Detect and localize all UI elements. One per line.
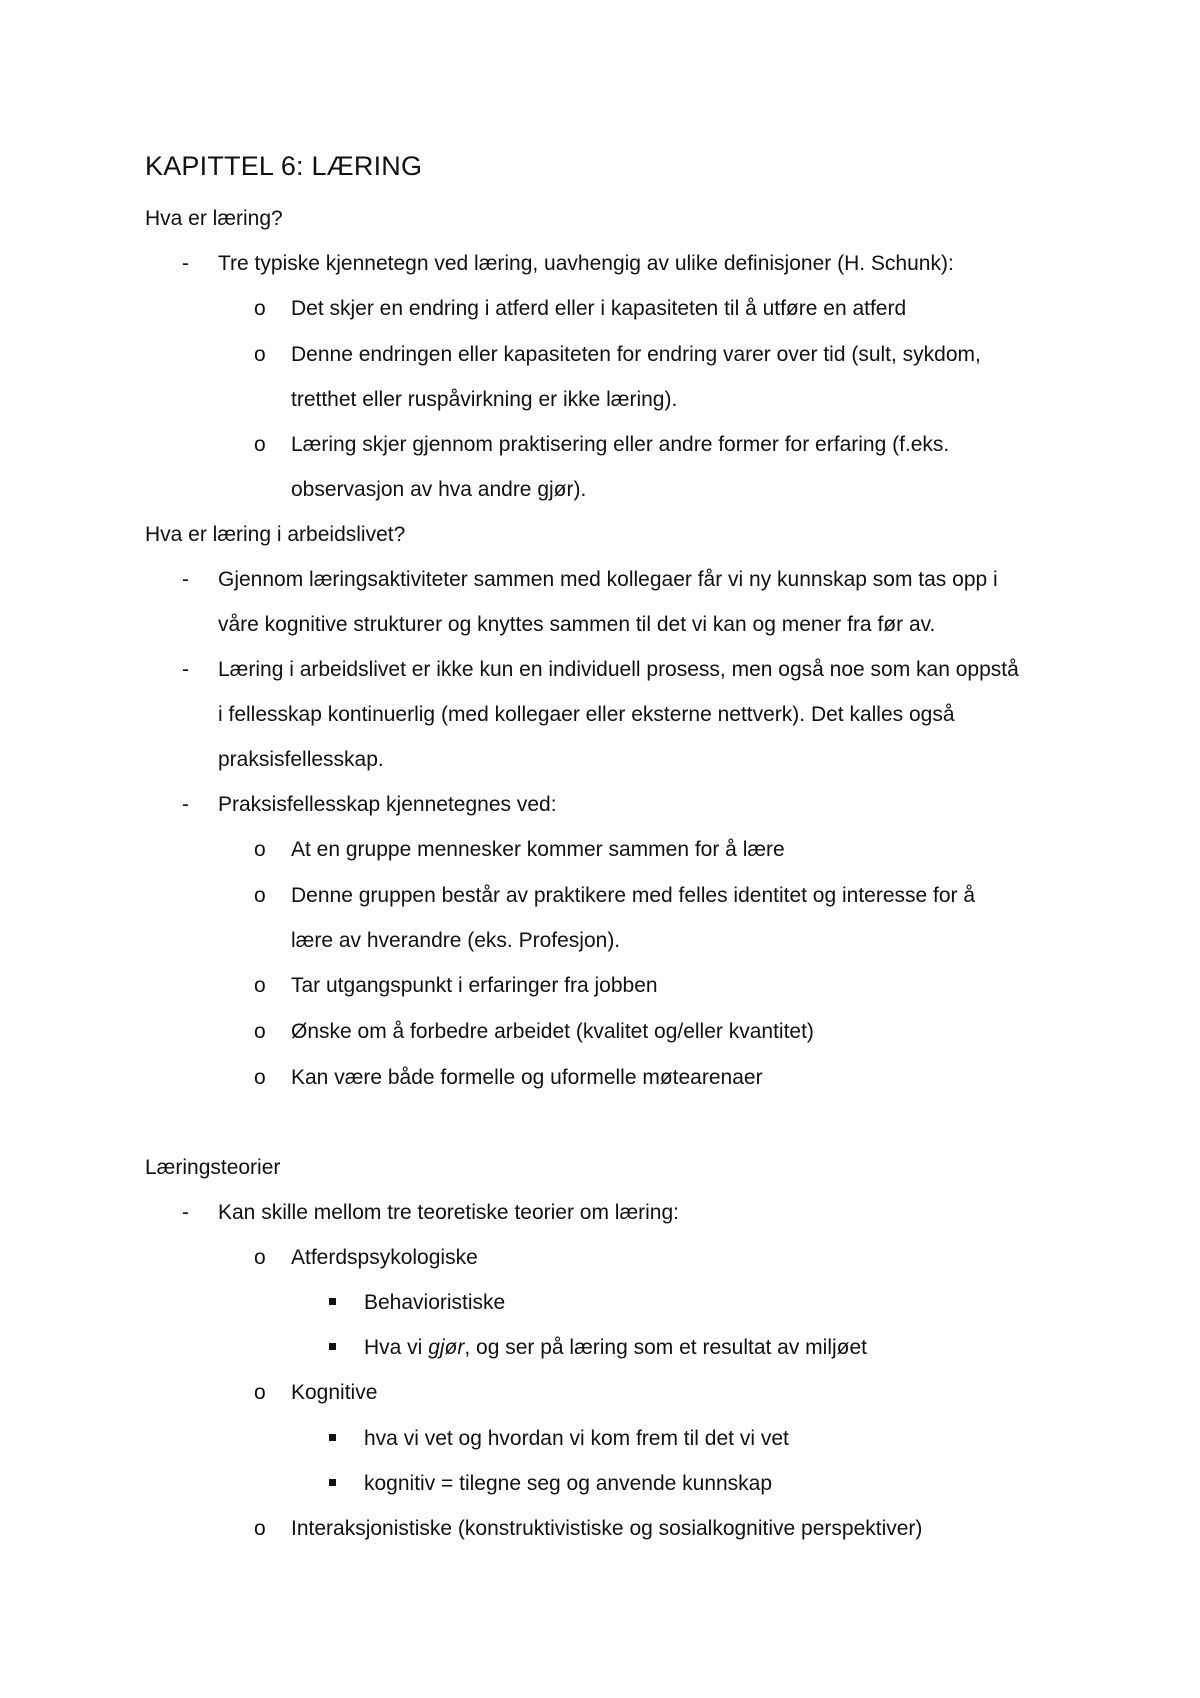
square-bullet-marker <box>329 1298 336 1305</box>
list-item: kognitiv = tilegne seg og anvende kunnskap <box>364 1472 773 1495</box>
section-heading-laeringsteorier: Læringsteorier <box>145 1156 281 1179</box>
text-run: , og ser på læring som et resultat av miljøet <box>464 1336 868 1359</box>
list-item: Praksisfellesskap kjennetegnes ved: <box>218 793 557 816</box>
list-item-continuation: våre kognitive strukturer og knyttes sammen til det vi kan og mener fra før av. <box>218 613 936 636</box>
list-item-continuation: lære av hverandre (eks. Profesjon). <box>291 929 621 952</box>
list-item: Kognitive <box>291 1381 378 1404</box>
circle-bullet-marker: o <box>254 1517 266 1540</box>
list-item: Tar utgangspunkt i erfaringer fra jobben <box>291 974 658 997</box>
square-bullet-marker <box>329 1343 336 1350</box>
list-item: hva vi vet og hvordan vi kom frem til det vi vet <box>364 1427 789 1450</box>
dash-bullet-marker: - <box>182 252 189 275</box>
list-item-continuation: praksisfellesskap. <box>218 748 384 771</box>
section-heading-arbeidslivet: Hva er læring i arbeidslivet? <box>145 523 406 546</box>
list-item: Ønske om å forbedre arbeidet (kvalitet og/eller kvantitet) <box>291 1020 814 1043</box>
list-item: Interaksjonistiske (konstruktivistiske og sosialkognitive perspektiver) <box>291 1517 923 1540</box>
dash-bullet-marker: - <box>182 1201 189 1224</box>
dash-bullet-marker: - <box>182 658 189 681</box>
circle-bullet-marker: o <box>254 884 266 907</box>
text-run: Hva vi <box>364 1336 429 1359</box>
circle-bullet-marker: o <box>254 1246 266 1269</box>
list-item-mixed <box>364 1335 867 1361</box>
circle-bullet-marker: o <box>254 1381 266 1404</box>
list-item: Det skjer en endring i atferd eller i kapasiteten til å utføre en atferd <box>291 297 907 320</box>
list-item-continuation: tretthet eller ruspåvirkning er ikke læring). <box>291 388 678 411</box>
list-item: Tre typiske kjennetegn ved læring, uavhengig av ulike definisjoner (H. Schunk): <box>218 252 954 275</box>
circle-bullet-marker: o <box>254 1066 266 1089</box>
dash-bullet-marker: - <box>182 568 189 591</box>
list-item: Denne gruppen består av praktikere med felles identitet og interesse for å <box>291 884 976 907</box>
list-item: Gjennom læringsaktiviteter sammen med kollegaer får vi ny kunnskap som tas opp i <box>218 568 998 591</box>
section-heading-hva-er-laering: Hva er læring? <box>145 207 283 230</box>
list-item: At en gruppe mennesker kommer sammen for å lære <box>291 838 785 861</box>
dash-bullet-marker: - <box>182 793 189 816</box>
square-bullet-marker <box>329 1434 336 1441</box>
list-item: Kan skille mellom tre teoretiske teorier om læring: <box>218 1201 679 1224</box>
circle-bullet-marker: o <box>254 433 266 456</box>
list-item: Denne endringen eller kapasiteten for endring varer over tid (sult, sykdom, <box>291 343 981 366</box>
list-item: Læring skjer gjennom praktisering eller andre former for erfaring (f.eks. <box>291 433 950 456</box>
list-item-continuation: observasjon av hva andre gjør). <box>291 478 587 501</box>
document-title: KAPITTEL 6: LÆRING <box>145 151 423 181</box>
list-item: Læring i arbeidslivet er ikke kun en individuell prosess, men også noe som kan oppstå <box>218 658 1019 681</box>
list-item-continuation: i fellesskap kontinuerlig (med kollegaer eller eksterne nettverk). Det kalles også <box>218 703 955 726</box>
circle-bullet-marker: o <box>254 974 266 997</box>
list-item: Atferdspsykologiske <box>291 1246 478 1269</box>
circle-bullet-marker: o <box>254 343 266 366</box>
list-item: Behavioristiske <box>364 1291 506 1314</box>
list-item: Kan være både formelle og uformelle møtearenaer <box>291 1066 763 1089</box>
circle-bullet-marker: o <box>254 838 266 861</box>
emphasis-text: gjør <box>428 1336 465 1359</box>
circle-bullet-marker: o <box>254 1020 266 1043</box>
square-bullet-marker <box>329 1479 336 1486</box>
circle-bullet-marker: o <box>254 297 266 320</box>
